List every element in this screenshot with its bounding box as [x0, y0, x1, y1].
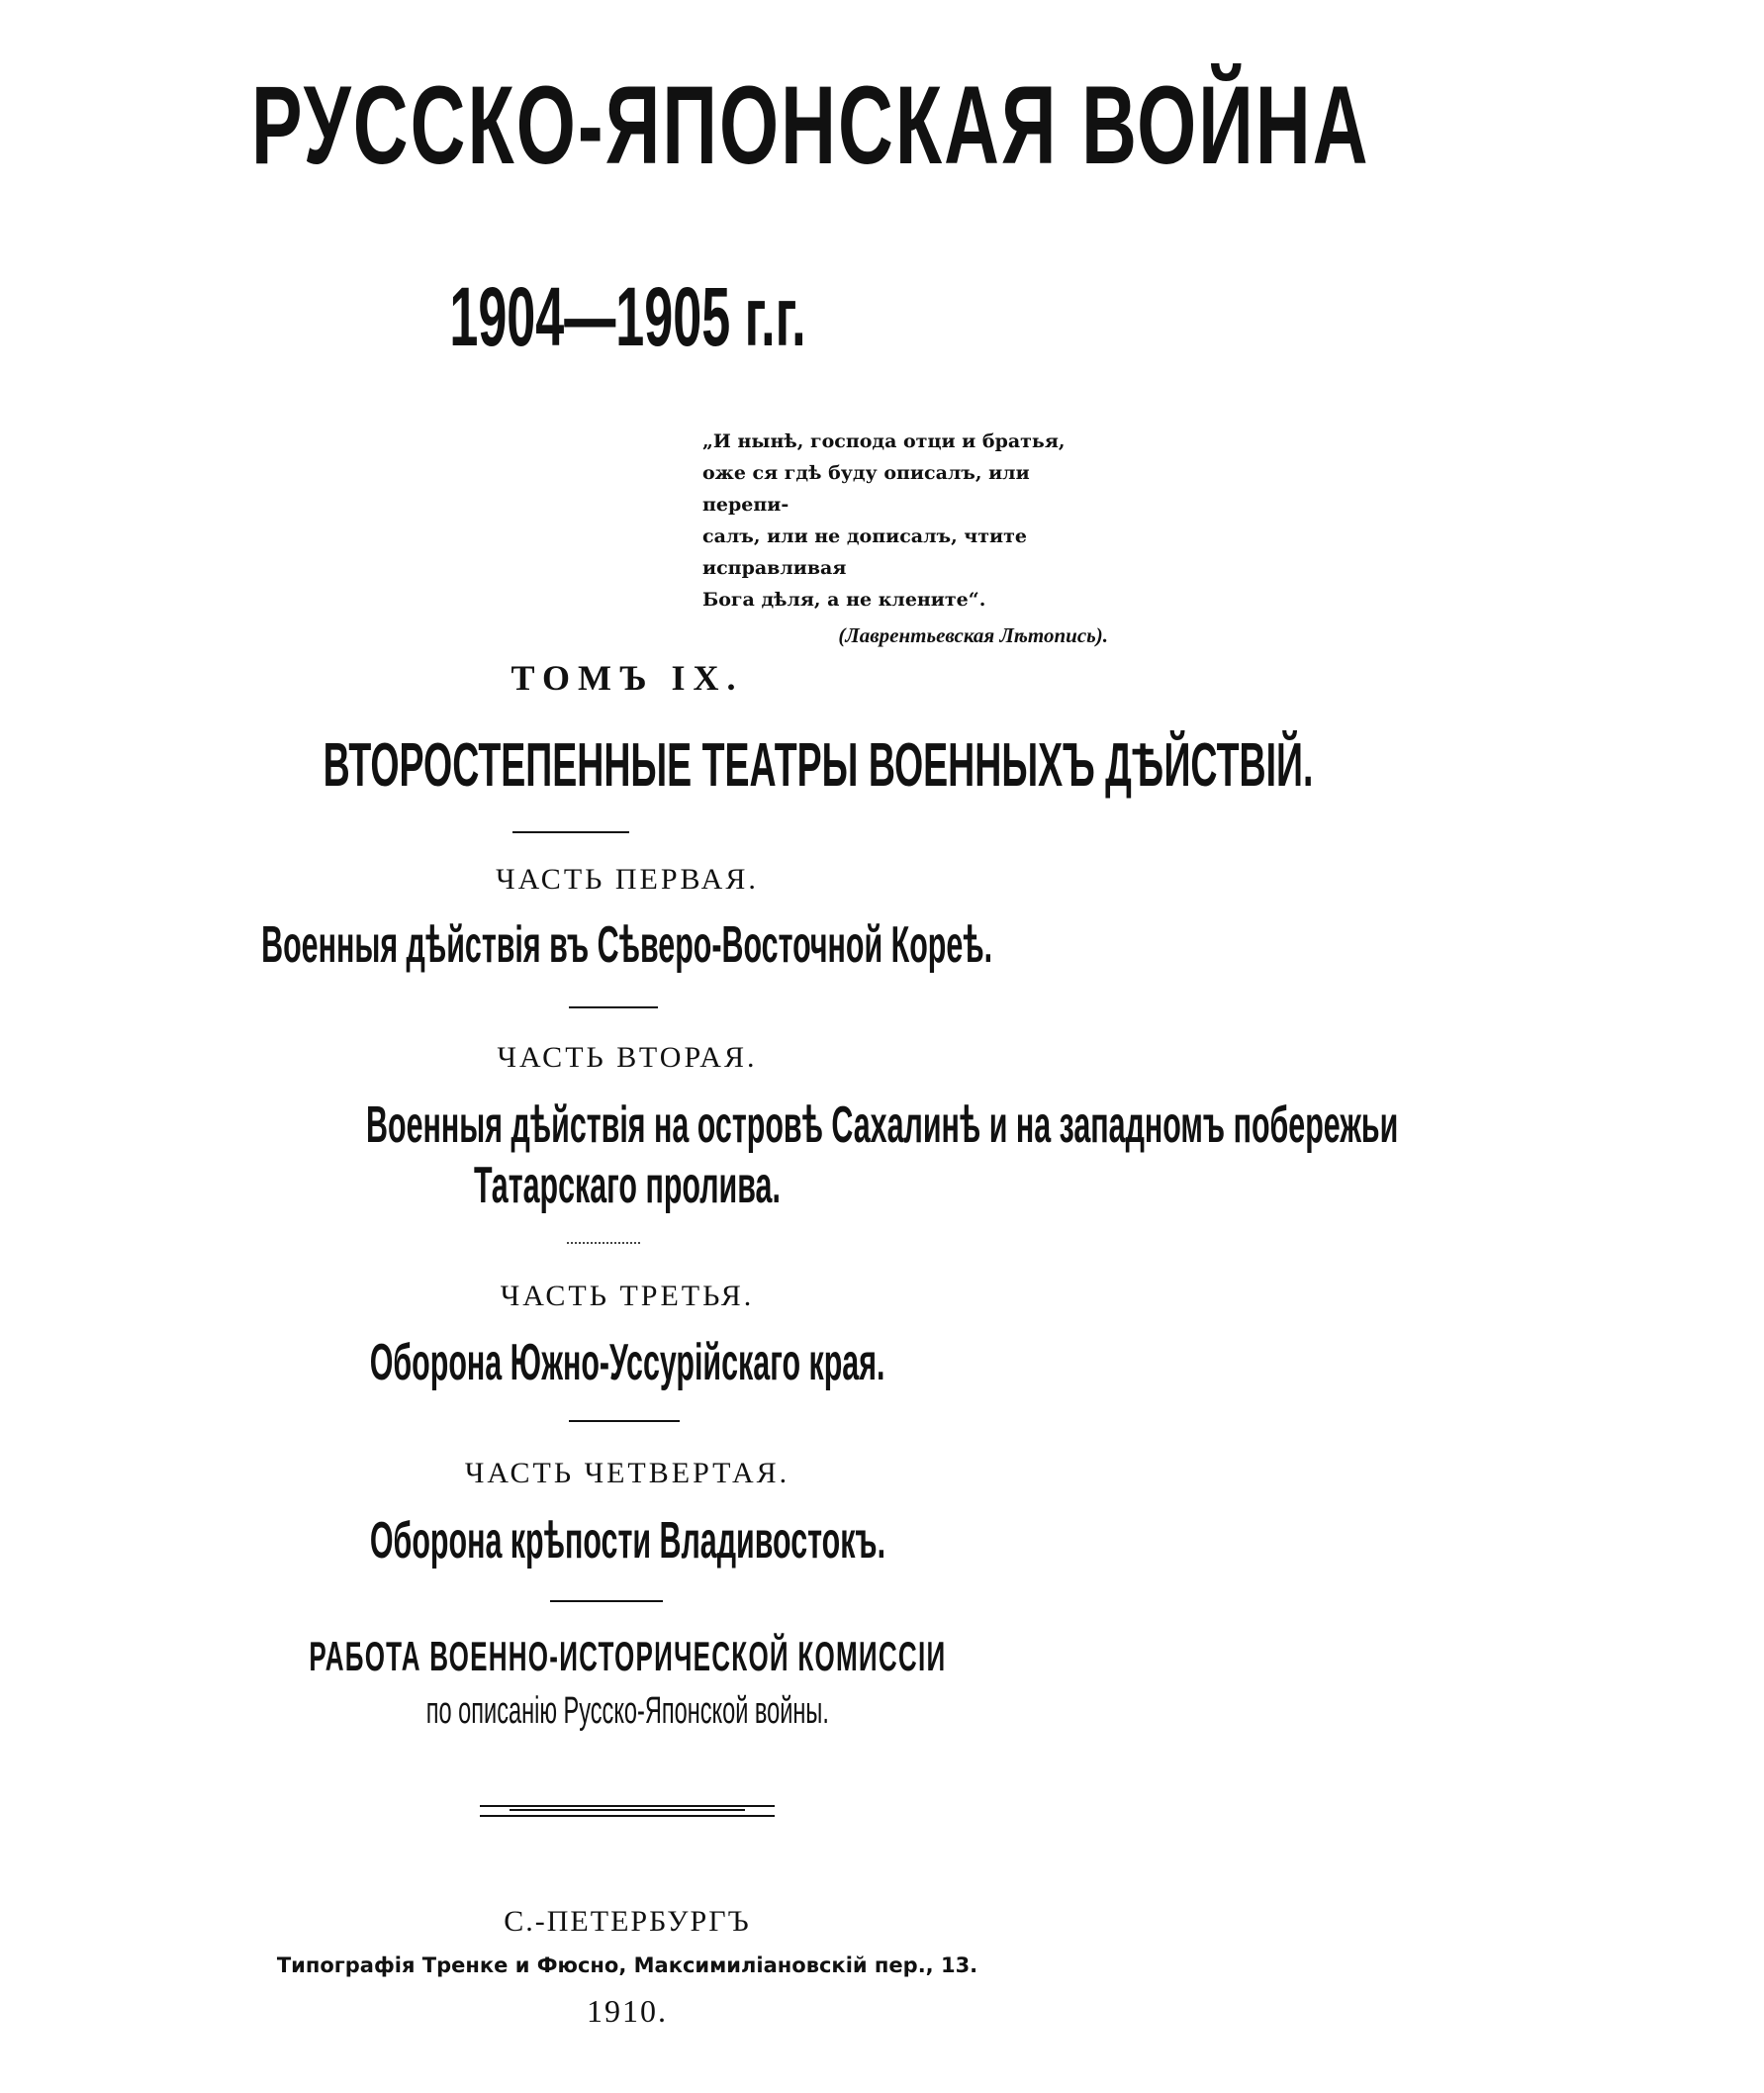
part-1-title: Военныя дѣйствія въ Сѣверо-Восточной Кореѣ. [261, 916, 993, 974]
volume-title: ВТОРОСТЕПЕННЫЕ ТЕАТРЫ ВОЕННЫХЪ ДѢЙСТВІЙ. [323, 731, 1314, 800]
commission-line-2: по описанію Русско-Японской войны. [425, 1690, 829, 1732]
part-3-heading: ЧАСТЬ ТРЕТЬЯ. [500, 1280, 755, 1312]
epigraph-line: салъ, или не дописалъ, чтите исправливая [702, 525, 1027, 579]
imprint-press: Типографія Тренке и Фюсно, Максимиліановскій пер., 13. [276, 1953, 978, 1977]
commission-line-1: РАБОТА ВОЕННО-ИСТОРИЧЕСКОЙ КОМИССІИ [308, 1633, 947, 1679]
part-2-heading: ЧАСТЬ ВТОРАЯ. [497, 1041, 758, 1074]
epigraph-source: (Лаврентьевская Лѣтопись). [838, 623, 1108, 647]
part-2-title-row-2 [0, 1156, 1254, 1215]
divider [550, 1600, 663, 1602]
imprint-city: С.-ПЕТЕРБУРГЪ [504, 1905, 751, 1938]
divider [569, 1420, 680, 1422]
epigraph-line: Бога дѣля, а не клените“. [702, 589, 986, 611]
epigraph [702, 426, 1118, 651]
part-1-title-row [0, 915, 1254, 975]
volume-title-row [0, 730, 1314, 801]
epigraph-line: оже ся гдѣ буду описалъ, или перепи- [702, 462, 1030, 516]
commission-row-2 [0, 1690, 1254, 1733]
part-1-heading: ЧАСТЬ ПЕРВАЯ. [496, 863, 759, 896]
epigraph-line: „И нынѣ, господа отци и братья, [702, 430, 1066, 452]
divider [512, 831, 629, 833]
years: 1904—1905 г.г. [448, 270, 806, 363]
volume-number: ТОМЪ IX. [511, 658, 744, 698]
main-title-row [0, 61, 1370, 189]
divider [567, 1242, 640, 1244]
commission-row-1 [0, 1633, 1254, 1680]
divider [569, 1006, 658, 1008]
imprint-year: 1910. [587, 1993, 668, 2029]
part-2-title-line-1: Военныя дѣйствія на островѣ Сахалинѣ и на западномъ побережьи [366, 1096, 1399, 1154]
part-4-title: Оборона крѣпости Владивостокъ. [369, 1512, 885, 1570]
main-title: РУССКО-ЯПОНСКАЯ ВОЙНА [250, 63, 1370, 187]
years-row [0, 269, 1254, 365]
part-4-heading: ЧАСТЬ ЧЕТВЕРТАЯ. [464, 1457, 790, 1489]
part-2-title-line-2: Татарскаго пролива. [473, 1157, 781, 1214]
part-2-title-row-1 [0, 1095, 1399, 1155]
double-rule-ornament [480, 1805, 775, 1817]
part-3-title: Оборона Южно-Уссурійскаго края. [369, 1334, 885, 1391]
part-3-title-row [0, 1333, 1254, 1392]
part-4-title-row [0, 1511, 1254, 1570]
